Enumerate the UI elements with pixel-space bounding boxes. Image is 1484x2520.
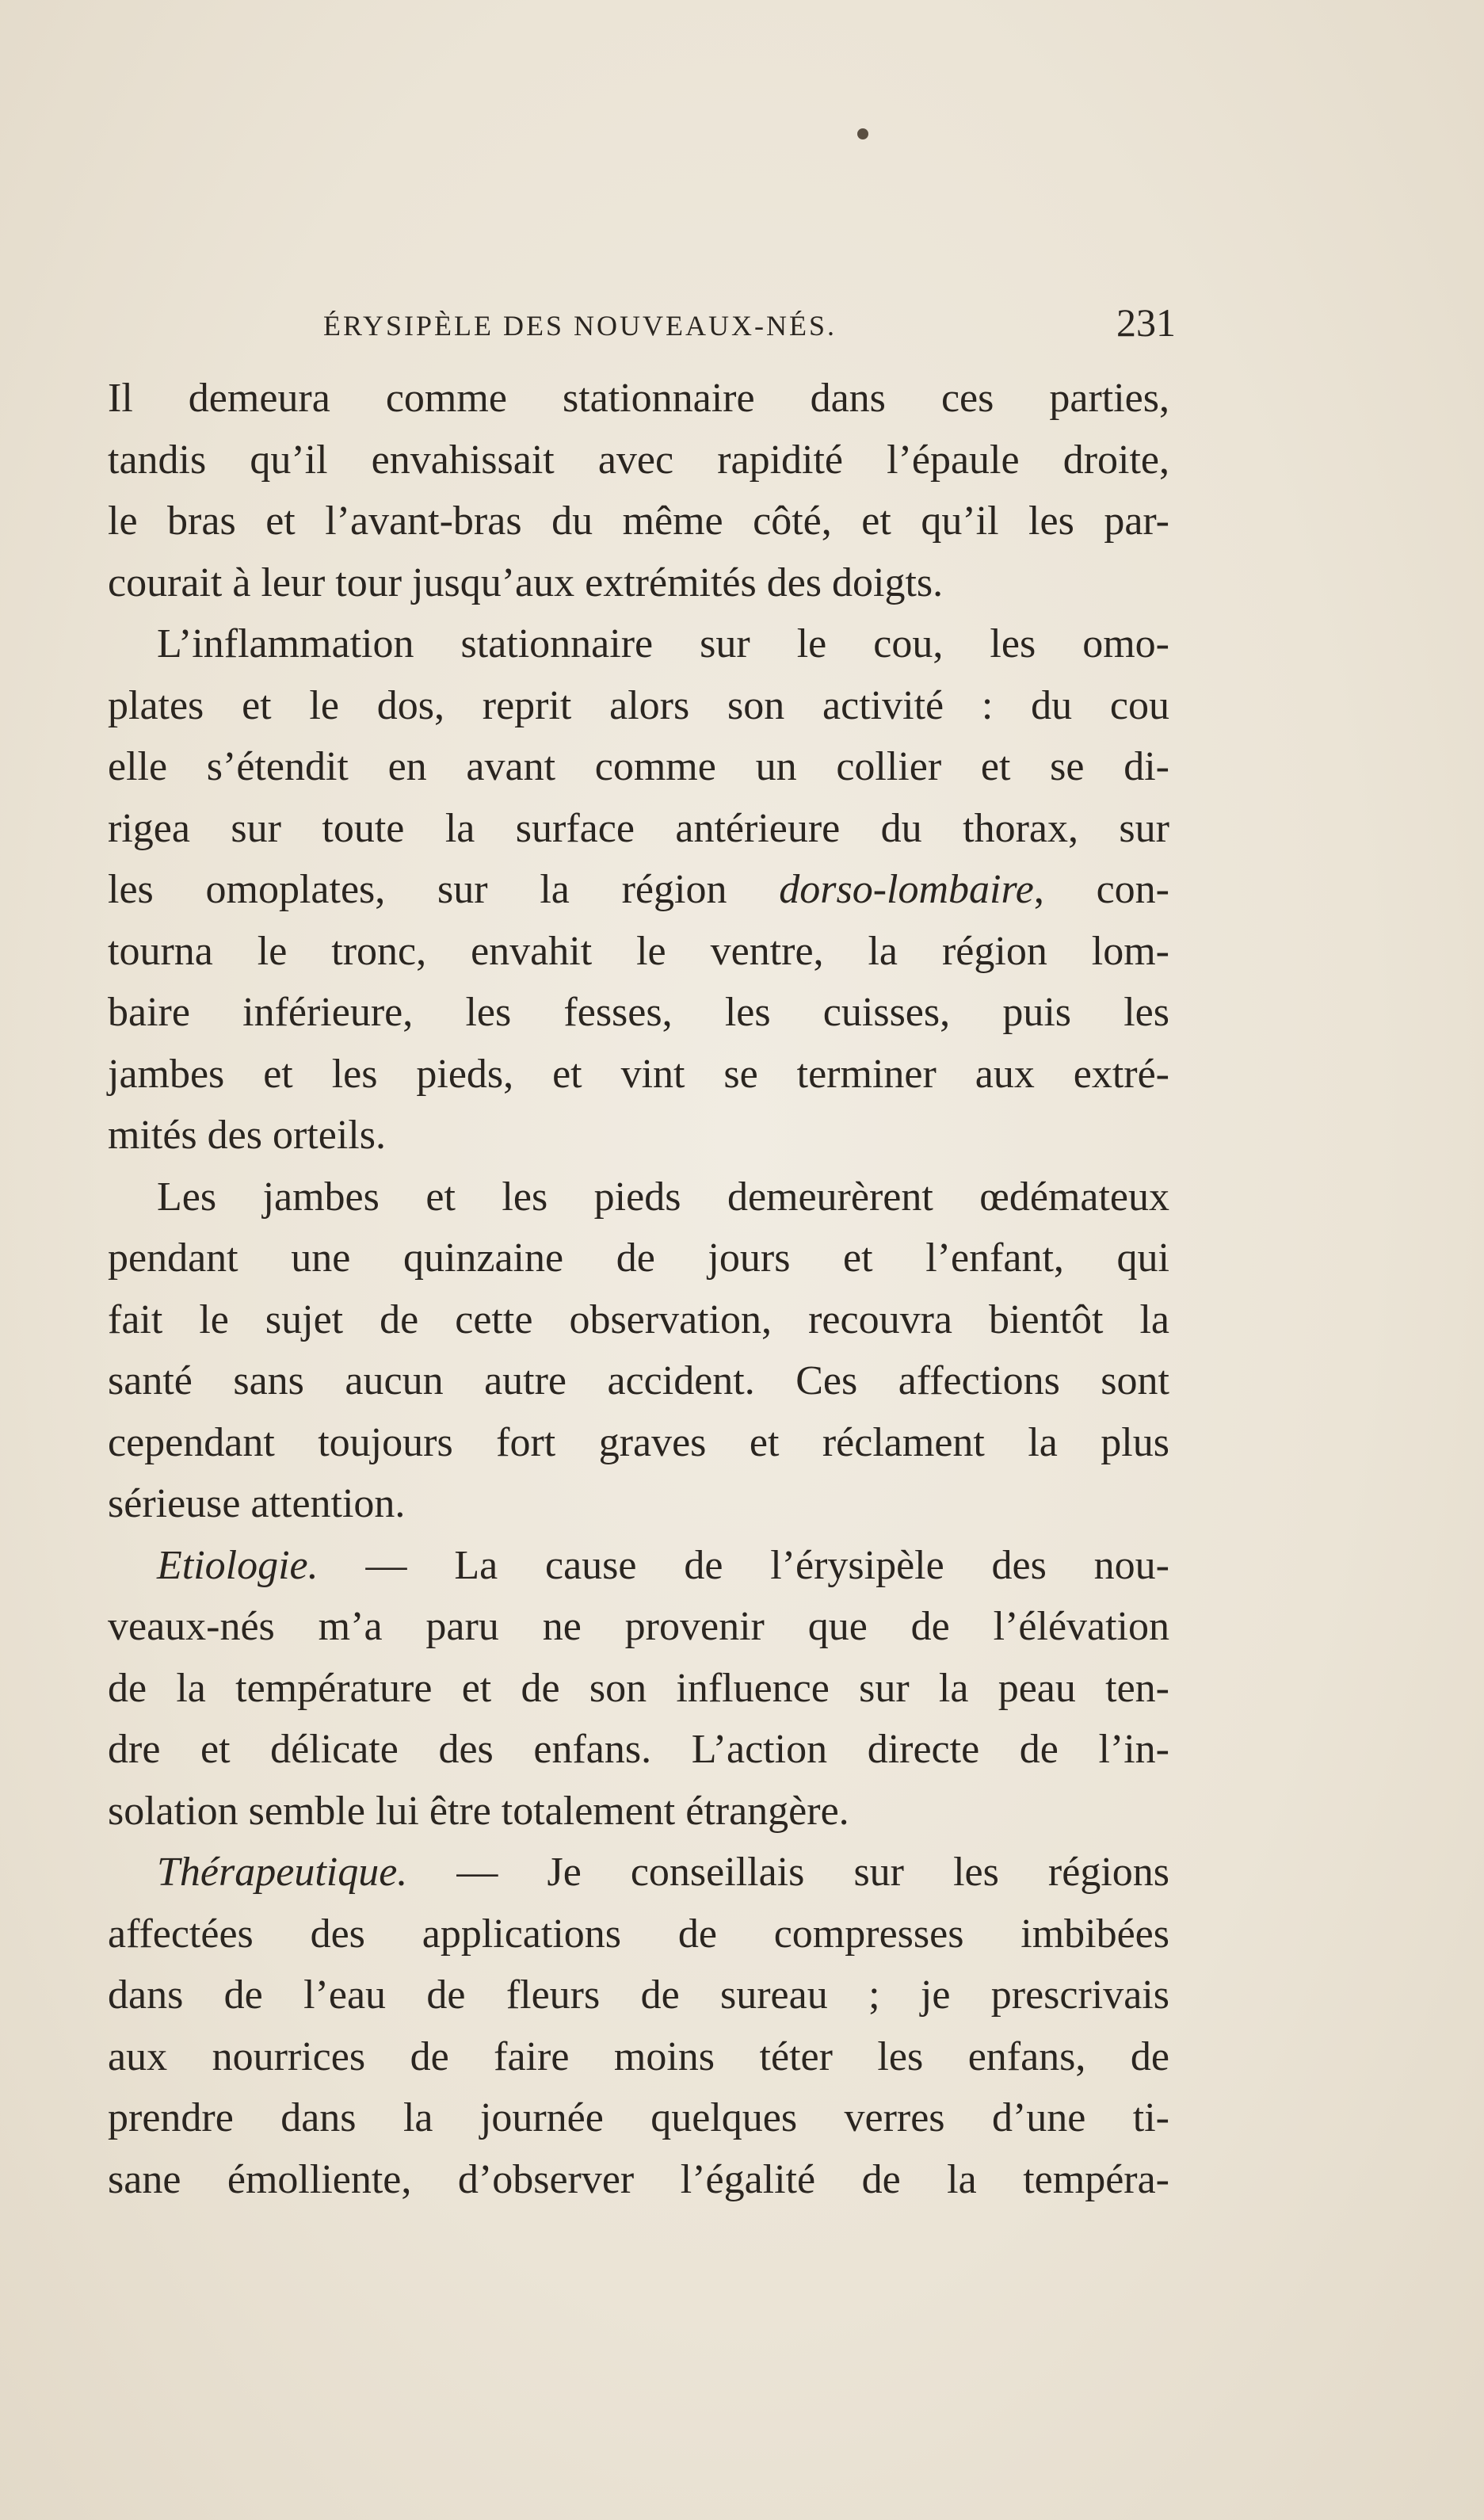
- text-line: [108, 1535, 1169, 1597]
- text-line: santé sans aucun autre accident. Ces affections sont: [108, 1358, 1169, 1403]
- text-line: le bras et l’avant-bras du même côté, et qu’il les par-: [108, 498, 1169, 544]
- text-line: dre et délicate des enfans. L’action directe de l’in-: [108, 1727, 1169, 1772]
- text-line: jambes et les pieds, et vint se terminer aux extré-: [108, 1051, 1169, 1097]
- text-line: rigea sur toute la surface antérieure du thorax, sur: [108, 805, 1169, 851]
- section-heading-etiologie: Etiologie.: [157, 1542, 319, 1588]
- text-line: [108, 613, 1169, 675]
- paper-speck: [857, 128, 868, 139]
- text-line-content: Les jambes et les pieds demeurèrent œdémateux: [157, 1174, 1169, 1220]
- text-line: tourna le tronc, envahit le ventre, la région lom-: [108, 928, 1169, 974]
- text-line: sérieuse attention.: [108, 1481, 406, 1526]
- page-number: 231: [1116, 300, 1176, 345]
- text-line: solation semble lui être totalement étrangère.: [108, 1788, 849, 1834]
- running-head: [108, 292, 1176, 368]
- text-line: courait à leur tour jusqu’aux extrémités des doigts.: [108, 559, 944, 605]
- body-text: [108, 368, 1169, 2210]
- text-line: elle s’étendit en avant comme un collier et se di-: [108, 744, 1169, 789]
- text-line: tandis qu’il envahissait avec rapidité l’épaule droite,: [108, 437, 1169, 483]
- text-line-start: les omoplates, sur la région: [108, 867, 727, 912]
- text-line: [108, 859, 1169, 921]
- text-line: veaux-nés m’a paru ne provenir que de l’élévation: [108, 1604, 1169, 1649]
- book-page: [108, 292, 1176, 2210]
- text-line: de la température et de son influence sur la peau ten-: [108, 1665, 1169, 1711]
- text-line: [108, 1166, 1169, 1228]
- section-heading-therapeutique: Thérapeutique.: [157, 1850, 408, 1895]
- text-line: affectées des applications de compresses imbibées: [108, 1911, 1169, 1957]
- text-line: Il demeura comme stationnaire dans ces parties,: [108, 376, 1169, 421]
- text-line-end: , con-: [1033, 867, 1169, 912]
- text-line: pendant une quinzaine de jours et l’enfant, qui: [108, 1235, 1169, 1281]
- text-line-content: L’inflammation stationnaire sur le cou, les omo-: [157, 621, 1169, 666]
- text-line: baire inférieure, les fesses, les cuisses, puis les: [108, 990, 1169, 1035]
- text-line-end: — Je conseillais sur les régions: [407, 1850, 1169, 1895]
- text-line: sane émolliente, d’observer l’égalité de la tempéra-: [108, 2156, 1169, 2202]
- italic-term: dorso-lombaire: [779, 867, 1034, 912]
- text-line-end: — La cause de l’érysipèle des nou-: [318, 1542, 1169, 1588]
- text-line: prendre dans la journée quelques verres d’une ti-: [108, 2095, 1169, 2140]
- running-head-title: ÉRYSIPÈLE DES NOUVEAUX-NÉS.: [323, 310, 837, 342]
- text-line: [108, 1842, 1169, 1903]
- text-line: cependant toujours fort graves et réclament la plus: [108, 1419, 1169, 1465]
- text-line: dans de l’eau de fleurs de sureau ; je prescrivais: [108, 1972, 1169, 2018]
- text-line: mités des orteils.: [108, 1113, 386, 1158]
- text-line: fait le sujet de cette observation, recouvra bientôt la: [108, 1296, 1169, 1342]
- text-line: plates et le dos, reprit alors son activité : du cou: [108, 682, 1169, 728]
- text-line: aux nourrices de faire moins téter les enfans, de: [108, 2033, 1169, 2079]
